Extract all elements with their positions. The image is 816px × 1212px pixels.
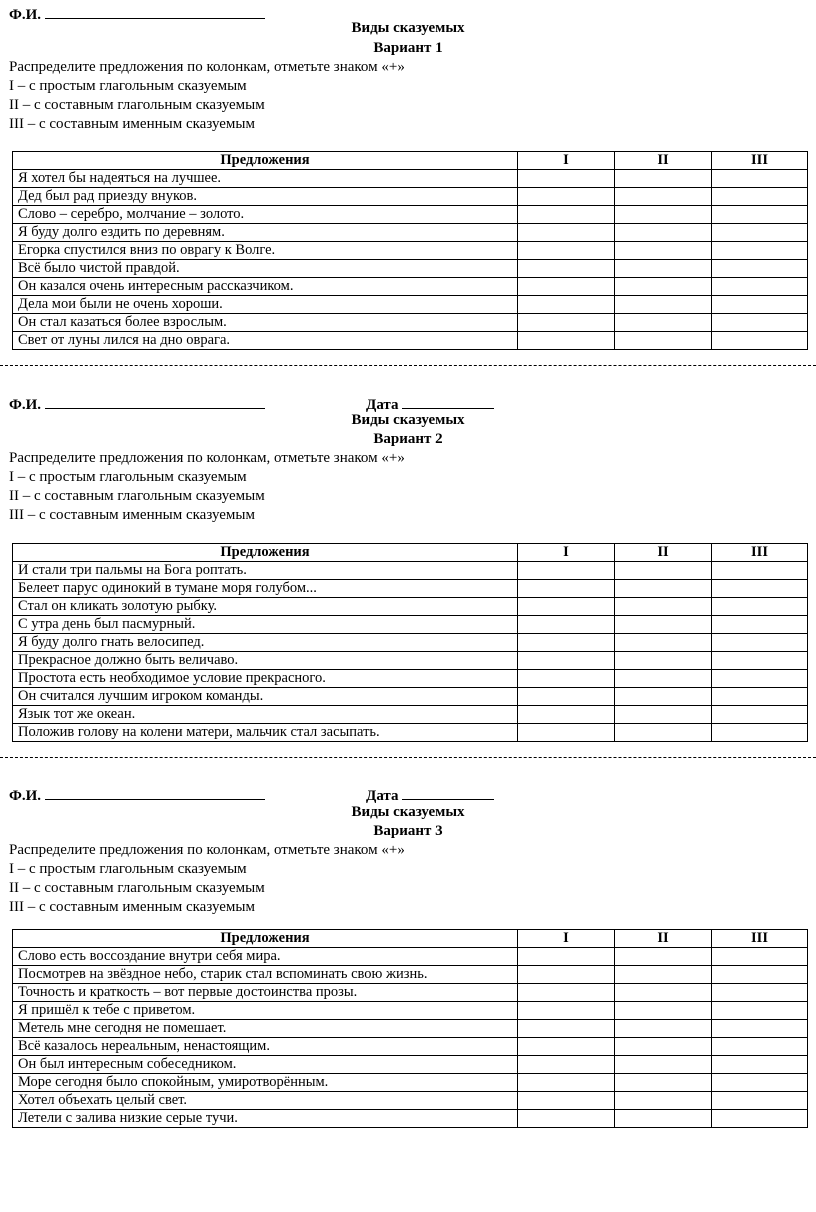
- answer-cell-1[interactable]: [518, 580, 615, 598]
- table-row: [13, 296, 808, 314]
- answer-cell-3[interactable]: [712, 1020, 808, 1038]
- sentence-cell: Он стал казаться более взрослым.: [13, 314, 518, 332]
- answer-cell-2[interactable]: [615, 670, 712, 688]
- legend-item-3: III – с составным именным сказуемым: [9, 116, 255, 132]
- answer-cell-3[interactable]: [712, 724, 808, 742]
- answer-cell-2[interactable]: [615, 206, 712, 224]
- sentence-cell: Точность и краткость – вот первые достоинства прозы.: [13, 984, 518, 1002]
- sentence-cell: Егорка спустился вниз по оврагу к Волге.: [13, 242, 518, 260]
- instruction-text: Распределите предложения по колонкам, отметьте знаком «+»: [9, 59, 405, 75]
- answer-cell-2[interactable]: [615, 580, 712, 598]
- answer-cell-3[interactable]: [712, 1074, 808, 1092]
- answer-cell-2[interactable]: [615, 188, 712, 206]
- answer-cell-2[interactable]: [615, 966, 712, 984]
- cut-line: [0, 365, 816, 366]
- date-label: Дата: [366, 397, 399, 413]
- answer-cell-3[interactable]: [712, 224, 808, 242]
- answer-cell-3[interactable]: [712, 170, 808, 188]
- instruction-text: Распределите предложения по колонкам, отметьте знаком «+»: [9, 450, 405, 466]
- answer-cell-3[interactable]: [712, 966, 808, 984]
- header-sentences: Предложения: [13, 544, 518, 562]
- variant-title: Вариант 1: [373, 40, 443, 56]
- sentence-cell: Дела мои были не очень хороши.: [13, 296, 518, 314]
- table-row: [13, 634, 808, 652]
- answer-cell-3[interactable]: [712, 1002, 808, 1020]
- sentence-cell: Свет от луны лился на дно оврага.: [13, 332, 518, 350]
- table-row: [13, 598, 808, 616]
- answer-cell-3[interactable]: [712, 1056, 808, 1074]
- answer-cell-2[interactable]: [615, 332, 712, 350]
- answer-cell-2[interactable]: [615, 688, 712, 706]
- answer-cell-2[interactable]: [615, 260, 712, 278]
- answer-cell-1[interactable]: [518, 260, 615, 278]
- answer-cell-2[interactable]: [615, 1038, 712, 1056]
- answer-cell-3[interactable]: [712, 242, 808, 260]
- sentence-cell: Язык тот же океан.: [13, 706, 518, 724]
- answer-cell-3[interactable]: [712, 332, 808, 350]
- answer-cell-1[interactable]: [518, 706, 615, 724]
- variant-title: Вариант 3: [373, 823, 443, 839]
- answer-cell-1[interactable]: [518, 1110, 615, 1128]
- table-row: [13, 170, 808, 188]
- table-row: [13, 688, 808, 706]
- answer-cell-1[interactable]: [518, 616, 615, 634]
- answer-table: [12, 151, 808, 350]
- header-col-1: I: [518, 152, 615, 170]
- header-col-3: III: [712, 152, 808, 170]
- table-row: [13, 314, 808, 332]
- header-col-1: I: [518, 544, 615, 562]
- sentence-cell: Метель мне сегодня не помешает.: [13, 1020, 518, 1038]
- answer-cell-3[interactable]: [712, 598, 808, 616]
- table-row: [13, 1002, 808, 1020]
- name-label: Ф.И.: [9, 7, 42, 23]
- answer-cell-3[interactable]: [712, 652, 808, 670]
- legend-item-2: II – с составным глагольным сказуемым: [9, 488, 265, 504]
- answer-cell-3[interactable]: [712, 670, 808, 688]
- answer-cell-2[interactable]: [615, 296, 712, 314]
- table-row: [13, 616, 808, 634]
- answer-cell-3[interactable]: [712, 1110, 808, 1128]
- answer-cell-2[interactable]: [615, 278, 712, 296]
- sentence-cell: С утра день был пасмурный.: [13, 616, 518, 634]
- legend-item-1: I – с простым глагольным сказуемым: [9, 78, 247, 94]
- answer-cell-3[interactable]: [712, 948, 808, 966]
- cut-line: [0, 757, 816, 758]
- answer-cell-2[interactable]: [615, 1110, 712, 1128]
- header-col-3: III: [712, 930, 808, 948]
- answer-cell-2[interactable]: [615, 1020, 712, 1038]
- answer-cell-2[interactable]: [615, 1074, 712, 1092]
- sentence-cell: Положив голову на колени матери, мальчик стал засыпать.: [13, 724, 518, 742]
- answer-cell-1[interactable]: [518, 948, 615, 966]
- answer-cell-1[interactable]: [518, 1002, 615, 1020]
- legend-item-1: I – с простым глагольным сказуемым: [9, 469, 247, 485]
- answer-cell-2[interactable]: [615, 1002, 712, 1020]
- table-header-row: [13, 930, 808, 948]
- sentence-cell: И стали три пальмы на Бога роптать.: [13, 562, 518, 580]
- answer-cell-1[interactable]: [518, 688, 615, 706]
- answer-cell-3[interactable]: [712, 688, 808, 706]
- name-blank[interactable]: [45, 786, 265, 800]
- table-row: [13, 1074, 808, 1092]
- table-row: [13, 724, 808, 742]
- sentence-cell: Он считался лучшим игроком команды.: [13, 688, 518, 706]
- answer-cell-1[interactable]: [518, 966, 615, 984]
- instructions: [9, 449, 405, 525]
- answer-cell-1[interactable]: [518, 670, 615, 688]
- date-blank[interactable]: [402, 786, 494, 800]
- instructions: [9, 841, 405, 917]
- answer-table: [12, 543, 808, 742]
- sentence-cell: Хотел объехать целый свет.: [13, 1092, 518, 1110]
- variant-title: Вариант 2: [373, 431, 443, 447]
- sentence-cell: Белеет парус одинокий в тумане моря голубом...: [13, 580, 518, 598]
- answer-cell-3[interactable]: [712, 984, 808, 1002]
- sentence-cell: Летели с залива низкие серые тучи.: [13, 1110, 518, 1128]
- name-label: Ф.И.: [9, 788, 42, 804]
- answer-cell-3[interactable]: [712, 296, 808, 314]
- answer-cell-1[interactable]: [518, 724, 615, 742]
- table-row: [13, 242, 808, 260]
- answer-cell-2[interactable]: [615, 984, 712, 1002]
- legend-item-3: III – с составным именным сказуемым: [9, 507, 255, 523]
- table-header-row: [13, 152, 808, 170]
- answer-cell-1[interactable]: [518, 224, 615, 242]
- table-row: [13, 580, 808, 598]
- answer-cell-1[interactable]: [518, 206, 615, 224]
- sentence-cell: Слово – серебро, молчание – золото.: [13, 206, 518, 224]
- answer-cell-1[interactable]: [518, 242, 615, 260]
- sentence-cell: Простота есть необходимое условие прекрасного.: [13, 670, 518, 688]
- name-field[interactable]: [9, 786, 265, 805]
- sentence-cell: Всё было чистой правдой.: [13, 260, 518, 278]
- header-col-2: II: [615, 544, 712, 562]
- answer-cell-2[interactable]: [615, 598, 712, 616]
- table-row: [13, 332, 808, 350]
- sentence-cell: Всё казалось нереальным, ненастоящим.: [13, 1038, 518, 1056]
- table-row: [13, 188, 808, 206]
- table-row: [13, 260, 808, 278]
- answer-cell-2[interactable]: [615, 724, 712, 742]
- header-col-2: II: [615, 930, 712, 948]
- answer-cell-3[interactable]: [712, 1038, 808, 1056]
- table-row: [13, 1038, 808, 1056]
- answer-cell-2[interactable]: [615, 562, 712, 580]
- answer-cell-1[interactable]: [518, 652, 615, 670]
- answer-table: [12, 929, 808, 1128]
- answer-cell-1[interactable]: [518, 332, 615, 350]
- sentence-cell: Слово есть воссоздание внутри себя мира.: [13, 948, 518, 966]
- sentence-cell: Я буду долго ездить по деревням.: [13, 224, 518, 242]
- answer-cell-2[interactable]: [615, 652, 712, 670]
- legend-item-2: II – с составным глагольным сказуемым: [9, 97, 265, 113]
- header-col-1: I: [518, 930, 615, 948]
- sentence-cell: Посмотрев на звёздное небо, старик стал вспоминать свою жизнь.: [13, 966, 518, 984]
- table-row: [13, 706, 808, 724]
- answer-cell-2[interactable]: [615, 1056, 712, 1074]
- table-header-row: [13, 544, 808, 562]
- table-row: [13, 206, 808, 224]
- legend-item-2: II – с составным глагольным сказуемым: [9, 880, 265, 896]
- name-blank[interactable]: [45, 395, 265, 409]
- worksheet-title: Виды сказуемых: [351, 412, 465, 428]
- answer-cell-3[interactable]: [712, 206, 808, 224]
- answer-cell-3[interactable]: [712, 562, 808, 580]
- answer-cell-3[interactable]: [712, 634, 808, 652]
- answer-cell-2[interactable]: [615, 314, 712, 332]
- answer-cell-2[interactable]: [615, 242, 712, 260]
- table-row: [13, 1056, 808, 1074]
- answer-cell-1[interactable]: [518, 634, 615, 652]
- answer-cell-2[interactable]: [615, 616, 712, 634]
- sentence-cell: Стал он кликать золотую рыбку.: [13, 598, 518, 616]
- table-row: [13, 1020, 808, 1038]
- sentence-cell: Море сегодня было спокойным, умиротворённым.: [13, 1074, 518, 1092]
- header-sentences: Предложения: [13, 152, 518, 170]
- header-sentences: Предложения: [13, 930, 518, 948]
- legend-item-3: III – с составным именным сказуемым: [9, 899, 255, 915]
- header-col-3: III: [712, 544, 808, 562]
- name-blank[interactable]: [45, 5, 265, 19]
- table-row: [13, 562, 808, 580]
- name-label: Ф.И.: [9, 397, 42, 413]
- sentence-cell: Он казался очень интересным рассказчиком.: [13, 278, 518, 296]
- sentence-cell: Я буду долго гнать велосипед.: [13, 634, 518, 652]
- answer-cell-1[interactable]: [518, 1074, 615, 1092]
- answer-cell-1[interactable]: [518, 314, 615, 332]
- sentence-cell: Дед был рад приезду внуков.: [13, 188, 518, 206]
- answer-cell-2[interactable]: [615, 170, 712, 188]
- instructions: [9, 58, 405, 134]
- answer-cell-3[interactable]: [712, 580, 808, 598]
- table-row: [13, 966, 808, 984]
- answer-cell-3[interactable]: [712, 616, 808, 634]
- answer-cell-2[interactable]: [615, 1092, 712, 1110]
- instruction-text: Распределите предложения по колонкам, отметьте знаком «+»: [9, 842, 405, 858]
- answer-cell-3[interactable]: [712, 314, 808, 332]
- answer-cell-3[interactable]: [712, 706, 808, 724]
- legend-item-1: I – с простым глагольным сказуемым: [9, 861, 247, 877]
- table-row: [13, 948, 808, 966]
- answer-cell-2[interactable]: [615, 706, 712, 724]
- answer-cell-2[interactable]: [615, 948, 712, 966]
- answer-cell-1[interactable]: [518, 598, 615, 616]
- table-row: [13, 278, 808, 296]
- table-row: [13, 652, 808, 670]
- answer-cell-1[interactable]: [518, 562, 615, 580]
- date-label: Дата: [366, 788, 399, 804]
- answer-cell-1[interactable]: [518, 296, 615, 314]
- answer-cell-3[interactable]: [712, 188, 808, 206]
- worksheet-title: Виды сказуемых: [351, 20, 465, 36]
- worksheet-title: Виды сказуемых: [351, 804, 465, 820]
- answer-cell-2[interactable]: [615, 224, 712, 242]
- sentence-cell: Он был интересным собеседником.: [13, 1056, 518, 1074]
- date-field[interactable]: [366, 786, 494, 805]
- answer-cell-1[interactable]: [518, 188, 615, 206]
- answer-cell-3[interactable]: [712, 278, 808, 296]
- answer-cell-1[interactable]: [518, 170, 615, 188]
- sentence-cell: Прекрасное должно быть величаво.: [13, 652, 518, 670]
- date-blank[interactable]: [402, 395, 494, 409]
- answer-cell-2[interactable]: [615, 634, 712, 652]
- answer-cell-1[interactable]: [518, 1020, 615, 1038]
- answer-cell-1[interactable]: [518, 278, 615, 296]
- table-row: [13, 984, 808, 1002]
- table-row: [13, 1110, 808, 1128]
- answer-cell-1[interactable]: [518, 1038, 615, 1056]
- table-row: [13, 224, 808, 242]
- answer-cell-3[interactable]: [712, 260, 808, 278]
- answer-cell-3[interactable]: [712, 1092, 808, 1110]
- answer-cell-1[interactable]: [518, 1092, 615, 1110]
- answer-cell-1[interactable]: [518, 1056, 615, 1074]
- table-row: [13, 1092, 808, 1110]
- sentence-cell: Я хотел бы надеяться на лучшее.: [13, 170, 518, 188]
- sentence-cell: Я пришёл к тебе с приветом.: [13, 1002, 518, 1020]
- header-col-2: II: [615, 152, 712, 170]
- table-row: [13, 670, 808, 688]
- answer-cell-1[interactable]: [518, 984, 615, 1002]
